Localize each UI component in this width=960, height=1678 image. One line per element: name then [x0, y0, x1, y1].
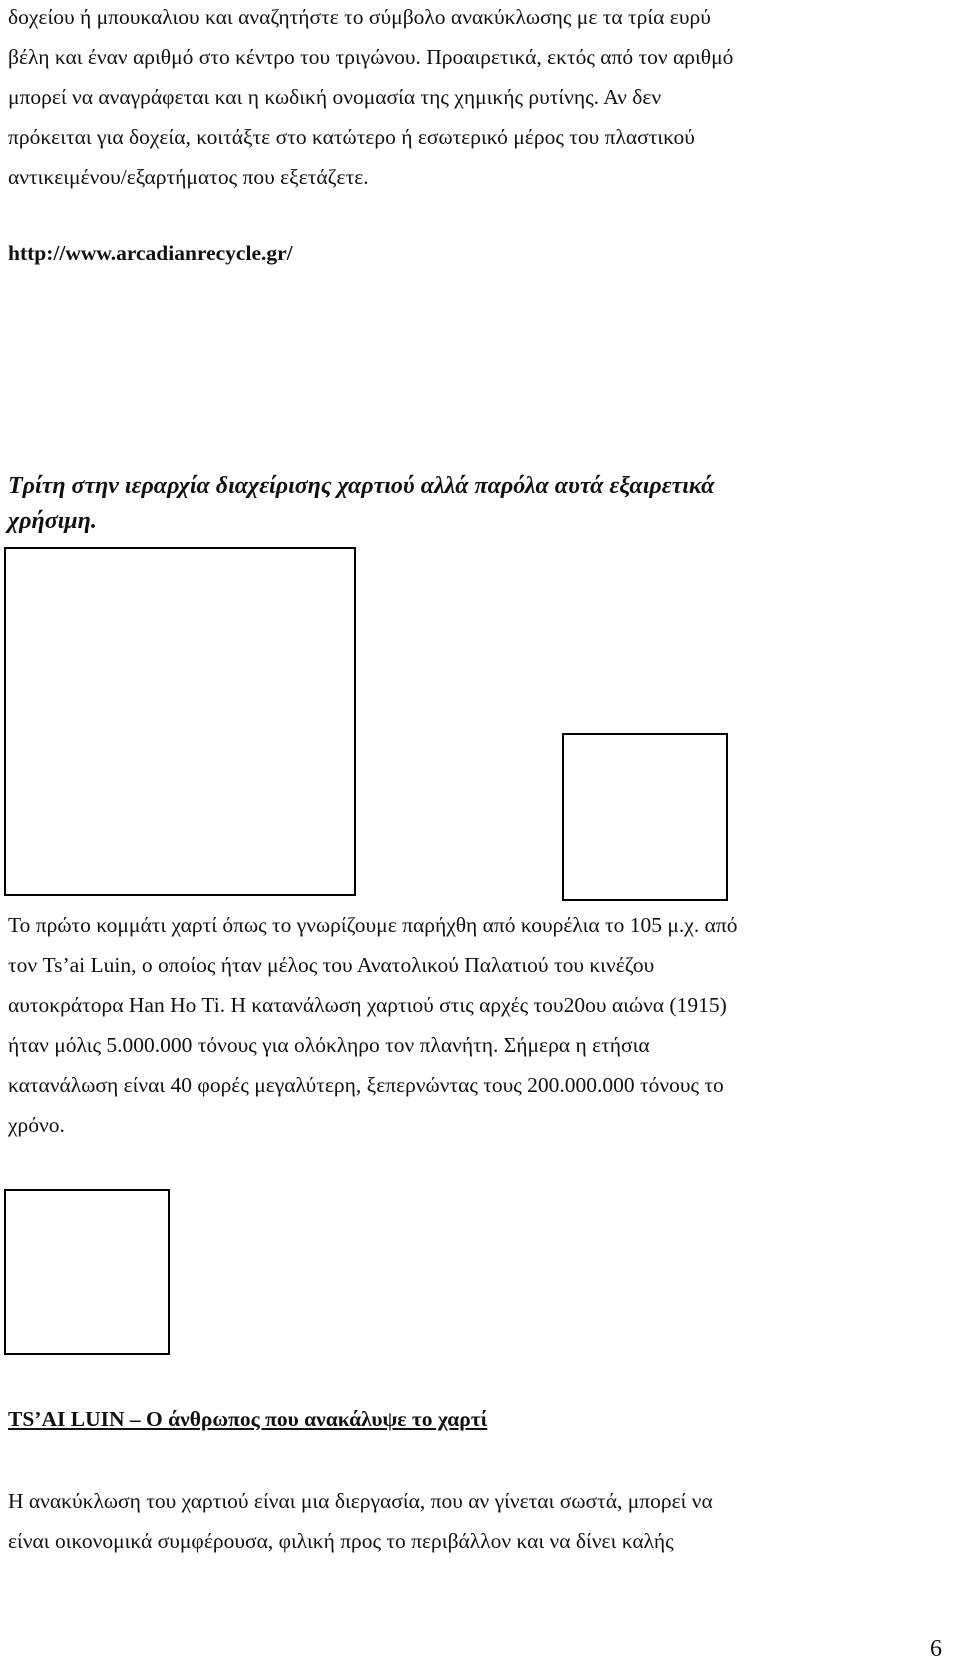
intro-line-4: πρόκειται για δοχεία, κοιτάξτε στο κατώτερο ή εσωτερικό μέρος του πλαστικού: [8, 125, 695, 149]
image-placeholder-medium: [562, 733, 728, 901]
history-line-1: Το πρώτο κομμάτι χαρτί όπως το γνωρίζουμε παρήχθη από κουρέλια το 105 μ.χ. από: [8, 913, 738, 937]
section-subheading: [8, 469, 948, 539]
section-title: TS’AI LUIN – O άνθρωπος που ανακάλυψε το χαρτί: [8, 1407, 488, 1431]
intro-line-5: αντικειμένου/εξαρτήματος που εξετάζετε.: [8, 165, 369, 189]
recycling-paragraph: [8, 1481, 908, 1561]
intro-line-1: δοχείου ή μπουκαλιου και αναζητήστε το σύμβολο ανακύκλωσης με τα τρία ευρύ: [8, 5, 711, 29]
image-placeholder-small: [4, 1189, 170, 1355]
image-placeholder-large: [4, 547, 356, 896]
recycling-line-1: Η ανακύκλωση του χαρτιού είναι μια διεργασία, που αν γίνεται σωστά, μπορεί να: [8, 1489, 713, 1513]
website-link[interactable]: http://www.arcadianrecycle.gr/: [8, 241, 293, 265]
intro-paragraph: [8, 0, 908, 197]
subheading-line-1: Τρίτη στην ιεραρχία διαχείρισης χαρτιού αλλά παρόλα αυτά εξαιρετικά: [8, 473, 715, 499]
history-line-4: ήταν μόλις 5.000.000 τόνους για ολόκληρο τον πλανήτη. Σήμερα η ετήσια: [8, 1033, 650, 1057]
history-line-5: κατανάλωση είναι 40 φορές μεγαλύτερη, ξεπερνώντας τους 200.000.000 τόνους το: [8, 1073, 724, 1097]
recycling-line-2: είναι οικονομικά συμφέρουσα, φιλική προς το περιβάλλον και να δίνει καλής: [8, 1529, 674, 1553]
subheading-line-2: χρήσιμη.: [8, 508, 97, 534]
intro-line-3: μπορεί να αναγράφεται και η κωδική ονομασία της χημικής ρυτίνης. Αν δεν: [8, 85, 662, 109]
page-number: 6: [930, 1636, 942, 1662]
intro-line-2: βέλη και έναν αριθμό στο κέντρο του τριγώνου. Προαιρετικά, εκτός από τον αριθμό: [8, 45, 734, 69]
history-line-2: τον Ts’ai Luin, ο οποίος ήταν μέλος του Ανατολικού Παλατιού του κινέζου: [8, 953, 655, 977]
history-paragraph: [8, 905, 908, 1145]
history-line-3: αυτοκράτορα Han Ho Ti. Η κατανάλωση χαρτιού στις αρχές του20ου αιώνα (1915): [8, 993, 727, 1017]
history-line-6: χρόνο.: [8, 1113, 65, 1137]
